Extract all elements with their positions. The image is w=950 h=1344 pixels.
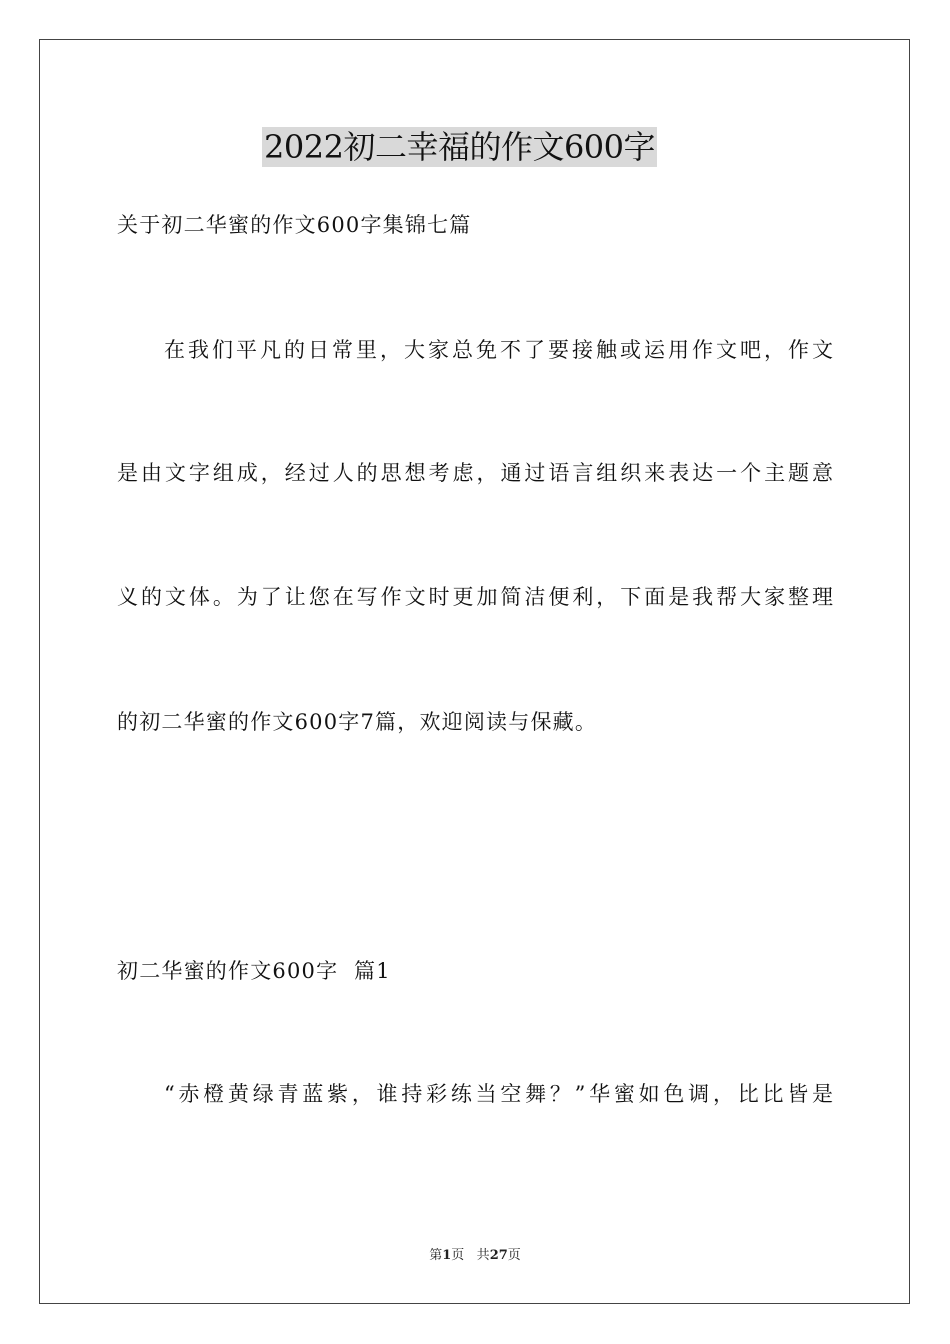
page-footer	[0, 1247, 950, 1265]
footer-total-suffix: 页	[507, 1248, 521, 1263]
document-subtitle: 关于初二华蜜的作文600字集锦七篇	[117, 213, 472, 237]
footer-page-current: 1	[442, 1248, 452, 1263]
intro-line-4: 的初二华蜜的作文600字7篇，欢迎阅读与保藏。	[117, 710, 598, 734]
footer-page-prefix: 第	[429, 1248, 443, 1263]
section-heading: 初二华蜜的作文600字 篇1	[117, 959, 391, 983]
footer-page-suffix: 页	[451, 1248, 465, 1263]
intro-line-2: 是由文字组成，经过人的思想考虑，通过语言组织来表达一个主题意	[117, 461, 833, 485]
section-line-1: “赤橙黄绿青蓝紫，谁持彩练当空舞？”华蜜如色调，比比皆是	[164, 1082, 833, 1106]
footer-page-total: 27	[489, 1248, 508, 1263]
intro-line-3: 义的文体。为了让您在写作文时更加简洁便利，下面是我帮大家整理	[117, 585, 833, 609]
document-title: 2022初二幸福的作文600字	[264, 128, 656, 166]
intro-line-1: 在我们平凡的日常里，大家总免不了要接触或运用作文吧，作文	[164, 338, 833, 362]
footer-total-prefix: 共	[476, 1248, 490, 1263]
